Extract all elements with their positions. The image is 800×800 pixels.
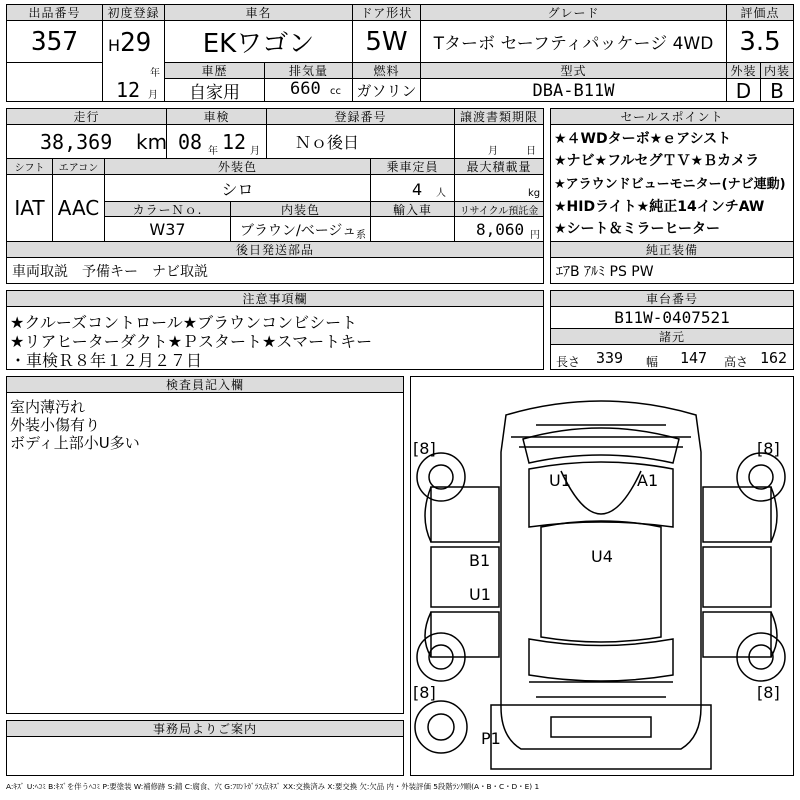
reg-month: 12 <box>116 78 141 102</box>
later-parts: 車両取説 予備キー ナビ取説 <box>12 264 208 280</box>
load-unit: kg <box>528 188 541 199</box>
model: DBA-B11W <box>532 80 615 101</box>
regno-label: 登録番号 <box>267 109 454 124</box>
legend: A:ｷｽﾞ U:ﾍｺﾐ B:ｷｽﾞを伴うﾍｺﾐ P:要塗装 W:補修跡 S:錆 C:腐食、穴 G:ﾌﾛﾝﾄｶﾞﾗｽ点ｷｽﾞ XX:交換済み X:要交換 欠:欠品 内・外装評価 5段階ﾗﾝｸ順(A・B・C・D・E) 1 <box>6 782 540 791</box>
color-label: 外装色 <box>105 159 370 174</box>
fuel: ガソリン <box>356 82 417 100</box>
regno: Ｎｏ後日 <box>294 133 359 152</box>
inspection-year: 08 <box>178 130 203 154</box>
width-label: 幅 <box>646 355 659 369</box>
transfer-label: 譲渡書類期限 <box>455 109 543 124</box>
tire-depth: [8] <box>757 683 780 702</box>
capacity-unit: 人 <box>436 188 446 199</box>
damage-mark: A1 <box>637 471 659 490</box>
notes-line: ・車検Ｒ８年１２月２７日 <box>10 351 203 370</box>
tire-depth: [8] <box>413 439 436 458</box>
notes-line: ★リアヒーターダクト★Ｐスタート★スマートキー <box>10 332 373 351</box>
score-label: 評価点 <box>727 5 793 20</box>
model-label: 型式 <box>421 63 726 78</box>
recycle-label: リサイクル預託金 <box>455 202 543 216</box>
tire-depth: [8] <box>757 439 780 458</box>
car-diagram <box>410 376 794 776</box>
exterior-score: D <box>735 78 752 103</box>
length: 339 <box>596 349 624 367</box>
length-label: 長さ <box>556 355 581 369</box>
sales-point: ★シート＆ミラーヒーター <box>554 221 720 237</box>
transfer-day-unit: 日 <box>526 146 536 157</box>
car-name-label: 車名 <box>165 5 352 20</box>
int-color-unit: 系 <box>356 230 366 241</box>
sales-point: ★HIDライト★純正14インチAW <box>554 199 765 215</box>
door-type: 5W <box>365 26 408 57</box>
reg-month-unit: 月 <box>148 90 158 101</box>
dims-label: 諸元 <box>551 329 793 344</box>
history: 自家用 <box>189 83 240 103</box>
width: 147 <box>680 349 708 367</box>
shift-label: シフト <box>7 159 52 174</box>
recycle: 8,060 <box>476 220 525 239</box>
damage-mark: U1 <box>469 585 491 604</box>
capacity-label: 乗車定員 <box>371 159 454 174</box>
car-diagram-svg <box>411 377 792 774</box>
damage-mark: U1 <box>549 471 571 490</box>
chassis-label: 車台番号 <box>551 291 793 306</box>
recycle-unit: 円 <box>530 230 540 241</box>
tire-depth: [8] <box>413 683 436 702</box>
height: 162 <box>760 349 788 367</box>
load-label: 最大積載量 <box>455 159 543 174</box>
capacity: 4 <box>412 180 423 199</box>
displacement-unit: cc <box>330 86 341 97</box>
color-no-label: カラーＮｏ. <box>105 202 230 216</box>
equipment-label: 純正装備 <box>551 242 793 257</box>
mileage-unit: km <box>136 130 168 154</box>
reg-year: 29 <box>120 28 152 58</box>
door-label: ドア形状 <box>353 5 420 20</box>
inspection-month: 12 <box>222 130 247 154</box>
interior-label: 内装 <box>761 63 793 78</box>
equipment: ｴｱB ｱﾙﾐ PS PW <box>556 264 654 280</box>
inspector-line: ボディ上部小U多い <box>10 434 140 452</box>
int-color: ブラウン/ベージュ <box>240 223 357 239</box>
int-color-label: 内装色 <box>231 202 370 216</box>
mileage-label: 走行 <box>7 109 166 124</box>
displacement-label: 排気量 <box>265 63 352 78</box>
era: H <box>108 36 121 55</box>
damage-mark: P1 <box>481 729 501 748</box>
first-reg-label: 初度登録 <box>103 5 164 20</box>
color-no: W37 <box>149 219 186 239</box>
inspector-line: 外装小傷有り <box>10 416 101 434</box>
score: 3.5 <box>739 26 781 57</box>
lot-number: 357 <box>31 26 78 57</box>
sales-points-label: セールスポイント <box>551 109 793 124</box>
exterior-label: 外装 <box>727 63 760 78</box>
interior-score: B <box>770 78 784 103</box>
height-label: 高さ <box>724 355 749 369</box>
notes-line: ★クルーズコントロール★ブラウンコンビシート <box>10 313 358 332</box>
import-label: 輸入車 <box>371 202 454 216</box>
mileage: 38,369 <box>40 130 113 154</box>
lot-no-label: 出品番号 <box>7 5 102 20</box>
grade-label: グレード <box>421 5 726 20</box>
sales-point: ★アラウンドビューモニター(ナビ連動) <box>554 177 786 192</box>
inspector-line: 室内薄汚れ <box>10 398 86 416</box>
fuel-label: 燃料 <box>353 63 420 78</box>
chassis-number: B11W-0407521 <box>614 308 730 327</box>
reg-year-unit: 年 <box>150 68 160 79</box>
damage-mark: U4 <box>591 547 613 566</box>
history-label: 車歴 <box>165 63 264 78</box>
exterior-color: シロ <box>221 179 254 199</box>
damage-mark: B1 <box>469 551 491 570</box>
sales-point: ★ナビ★フルセグＴＶ★Ｂカメラ <box>554 153 760 169</box>
ac-label: エアコン <box>53 159 104 174</box>
office-label: 事務局よりご案内 <box>7 721 403 736</box>
ac: AAC <box>57 196 100 220</box>
inspection-label: 車検 <box>167 109 266 124</box>
inspection-month-unit: 月 <box>250 146 260 157</box>
notes-label: 注意事項欄 <box>7 291 543 306</box>
inspection-year-unit: 年 <box>208 146 218 157</box>
sales-point: ★４WDターボ★ｅアシスト <box>554 131 732 147</box>
car-name: EKワゴン <box>202 29 315 59</box>
displacement: 660 <box>290 79 321 99</box>
grade: Tターボ セーフティパッケージ 4WD <box>433 34 714 54</box>
inspector-label: 検査員記入欄 <box>7 377 403 392</box>
shift: IAT <box>14 196 45 220</box>
later-parts-label: 後日発送部品 <box>7 242 543 257</box>
transfer-month-unit: 月 <box>488 146 498 157</box>
